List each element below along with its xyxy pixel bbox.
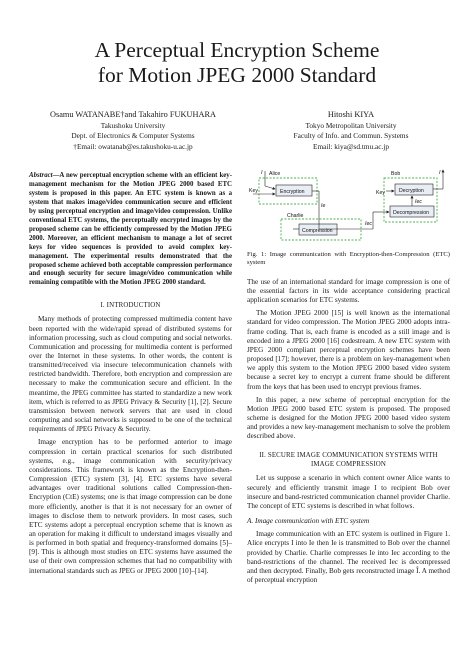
charlie-label: Charlie	[287, 213, 304, 219]
section-heading-2	[247, 451, 450, 469]
alice-label: Alice	[269, 171, 281, 177]
section-heading-introduction: I. INTRODUCTION	[100, 302, 161, 310]
author-affiliation: Tokyo Metropolitan University	[305, 120, 397, 130]
output-i-label: I	[439, 170, 441, 176]
key-label-left: Key	[249, 188, 258, 194]
author-email: Email: kiya@sd.tmu.ac.jp	[312, 141, 390, 151]
author-department: Faculty of Info. and Commun. Systems	[293, 131, 409, 141]
left-column	[29, 172, 232, 576]
author-department: Dept. of Electronics & Computer Systems	[71, 131, 195, 141]
author-names: Hitoshi KIYA	[327, 110, 375, 119]
ie-label: Ie	[321, 203, 326, 209]
decryption-label: Decryption	[399, 188, 424, 194]
iec-label: Iec	[365, 221, 372, 227]
image-to-encryption-arrow	[265, 186, 275, 189]
paper-title	[0, 38, 474, 88]
title-line-2: for Motion JPEG 2000 Standard	[97, 63, 377, 87]
right-paragraph-3: In this paper, a new scheme of perceptual encryption for the Motion JPEG 2000 based ETC system is proposed. The proposed scheme is designed for the Motion JPEG 2000 based video system and provides a new key-management mechanism to solve the problem described above.	[247, 395, 450, 441]
right-paragraph-1: The use of an international standard for image compression is one of the essential factors in its wide acceptance considering practical application scenarios for ETC systems.	[247, 277, 450, 305]
abstract-text: —A new perceptual encryption scheme with an efficient key-management mechanism for the Motion JPEG 2000 based ETC system is proposed in this paper. An ETC system is known as a system that makes image/video communication secure and efficient by using perceptual encryption and image/video compression. Unlike conventional ETC systems, the perceptually encrypted images by the proposed scheme can be efficiently compressed by the Motion JPEG 2000. Moreover, an efficient mechanism to manage a lot of secret keys for video sequences is provided to avoid complex key-management. The experimental results demonstrated that the proposed scheme achieved both acceptable compression performance and enough security for secure image/video communication while remaining compatible with the Motion JPEG 2000 standard.	[29, 172, 232, 287]
bob-label: Bob	[391, 171, 401, 177]
author-email: †Email: owatanab@es.takushoku-u.ac.jp	[73, 141, 193, 151]
right-column	[247, 165, 450, 585]
figure-etc-system	[247, 165, 450, 247]
decompression-label: Decompression	[393, 210, 430, 216]
author-names: Osamu WATANABE†and Takahiro FUKUHARA	[50, 110, 216, 119]
right-paragraph-2: The Motion JPEG 2000 [15] is well known as the international standard for video compression. The Motion JPEG 2000 adopts intra-frame coding. That is, each frame is encoded as a still image and is encoded into a JPEG 2000 [16] codestream. A new ETC system with JPEG 2000 compliant perceptual encryption schemes have been proposed [17]; however, there is a problem on key-management when we apply this system to the Motion JPEG 2000 based video system because a secret key to encrypt a current frame should be different from the keys that has been used to encrypt previous frames.	[247, 309, 450, 391]
section-heading-2-line-1: II. SECURE IMAGE COMMUNICATION SYSTEMS WITH	[259, 452, 438, 460]
figure-caption: Fig. 1: Image communication with Encryption-then-Compression (ETC) system	[247, 251, 450, 267]
section-heading-2-line-2: IMAGE COMPRESSION	[310, 461, 387, 469]
encryption-label: Encryption	[280, 189, 305, 195]
title-line-1: A Perceptual Encryption Scheme	[94, 38, 380, 62]
author-block-2	[246, 110, 456, 152]
abstract-label: Abstract	[29, 172, 53, 179]
right-paragraph-5: Image communication with an ETC system is outlined in Figure 1. Alice encrypts I into Ie then Ie is transmitted to Bob over the channel provided by Charlie. Charlie compresses Ie into Iec according to the band-restrictions of the channel. The received Iec is decompressed and then decrypted. Finally, Bob gets reconstructed image Î. A method of perceptual encryption	[247, 530, 450, 585]
intro-paragraph-1: Many methods of protecting compressed multimedia content have been reported with the wide/rapid spread of distributed systems for information processing, such as cloud computing and social networks. Communication and processing for multimedia content is performed over the Internet in these systems. In other words, the content is transmitted/received via insecure telecommunication channels with restricted bandwidth. Therefore, both encryption and compression are necessary to make the communication secure and efficient. In the meantime, the JPEG committee has started to standardize a new work item, which is referred to as JPEG Privacy & Security [1], [2]. Secure transmission between network servers that are used in cloud computing and social networks is supposed to be one of the technical requirements of JPEG Privacy & Security.	[29, 315, 232, 434]
abstract	[29, 172, 232, 288]
iec-bob-label: Iec	[415, 199, 422, 205]
right-paragraph-4: Let us suppose a scenario in which content owner Alice wants to securely and efficiently transmit image I to recipient Bob over insecure and band-restricted communication channel provider Charlie. The concept of ETC systems is described in what follows.	[247, 474, 450, 510]
etc-diagram	[247, 165, 450, 247]
compression-label: Compression	[302, 228, 333, 234]
intro-paragraph-2: Image encryption has to be performed anterior to image compression in certain practical scenarios for such distributed systems, e.g., image communication with security/privacy considerations. This framework is known as the Encryption-then-Compression (ETC) system [3], [4]. ETC systems have several advantages over traditional solutions called Compression-then-Encryption (CtE) systems; one is that image compression can be done more efficiently, another is that it is not necessary for an owner of images to disclose them to network providers. In most cases, such ETC systems adopt a perceptual encryption scheme that is known as an operation for making it difficult to understand images visually and is performed in both spatial and frequency-transformed domains [5]–[9]. This is although most studies on ETC systems have assumed the use of their own compression schemes that had no compatibility with international standards such as JPEG or JPEG 2000 [10]–[14].	[29, 438, 232, 575]
author-affiliation: Takushoku University	[100, 120, 166, 130]
author-block-1	[20, 110, 246, 152]
key-label-right: Key	[376, 190, 385, 196]
image-i-label: I	[261, 170, 263, 176]
subsection-heading-a: A. Image communication with ETC system	[247, 517, 370, 526]
